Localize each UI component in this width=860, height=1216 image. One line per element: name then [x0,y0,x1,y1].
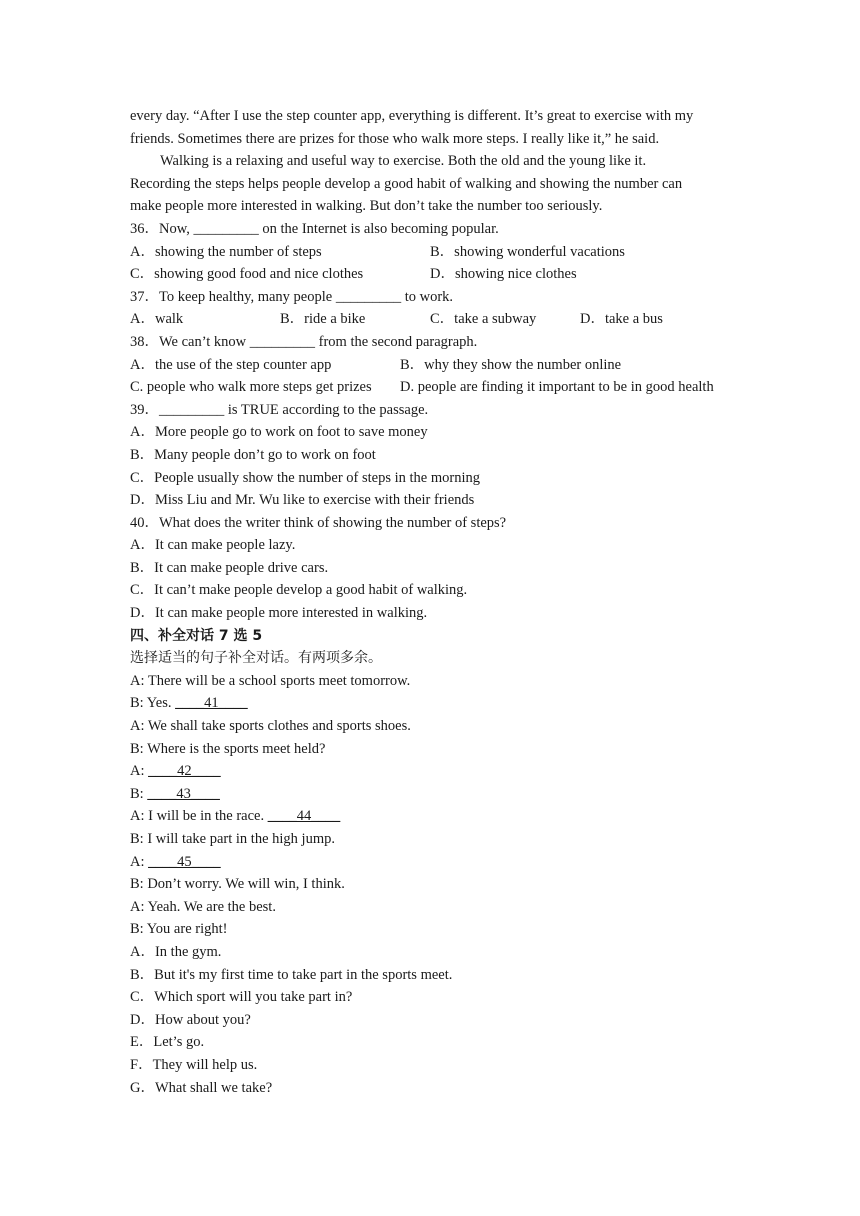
passage-line: make people more interested in walking. But don’t take the number too seriously. [130,198,603,215]
blank-42: ____42____ [148,763,221,780]
dialogue-line [130,851,750,874]
option-c: C．take a subway [430,311,537,328]
choice-c: C．Which sport will you take part in? [130,989,353,1006]
question-36-stem: 36．Now, _________ on the Internet is also becoming popular. [130,220,499,237]
question-37-stem: 37．To keep healthy, many people _________ to work. [130,288,454,305]
option-b: B．It can make people drive cars. [130,559,329,576]
dialogue-line: B: I will take part in the high jump. [130,831,335,847]
dialogue-speaker-text: A: [130,763,149,780]
option-c: C. people who walk more steps get prizes [130,379,372,396]
dialogue-line: A: There will be a school sports meet tomorrow. [130,672,411,689]
dialogue-line: A: Yeah. We are the best. [130,898,276,915]
dialogue-line: A: We shall take sports clothes and sports shoes. [130,718,411,735]
option-b: B．Many people don’t go to work on foot [130,446,376,463]
option-a: A．More people go to work on foot to save money [130,424,428,441]
question-39-stem: 39．_________ is TRUE according to the passage. [130,401,429,418]
question-38-options-row2 [130,376,750,399]
choice-f: F．They will help us. [130,1056,258,1073]
choice-d: D．How about you? [130,1011,251,1028]
dialogue-line [130,760,750,783]
option-d: D. people are finding it important to be in good health [400,379,714,396]
blank-43: ____43____ [147,785,220,802]
dialogue-line [130,805,750,828]
question-38-options-row1 [130,354,750,377]
dialogue-speaker-text: A: [130,853,149,870]
option-d: D．take a bus [580,311,663,328]
option-d: D．Miss Liu and Mr. Wu like to exercise with their friends [130,492,475,509]
dialogue-speaker-text: B: Yes. [130,695,176,712]
option-a: A．It can make people lazy. [130,537,296,554]
question-36-options-row2 [130,263,750,286]
passage-line: friends. Sometimes there are prizes for those who walk more steps. I really like it,” he said. [130,130,660,147]
question-37-options [130,308,750,331]
question-38-stem: 38．We can’t know _________ from the second paragraph. [130,333,478,350]
option-c: C．showing good food and nice clothes [130,266,364,283]
dialogue-line: B: Don’t worry. We will win, I think. [130,876,345,893]
section-heading: 四、补全对话 7 选 5 [130,627,263,644]
option-b: B．ride a bike [280,311,366,328]
question-40-stem: 40．What does the writer think of showing the number of steps? [130,514,507,531]
choice-a: A．In the gym. [130,943,222,960]
option-b: B．showing wonderful vacations [430,243,625,260]
option-d: D．showing nice clothes [430,266,577,283]
dialogue-line: B: You are right! [130,921,228,938]
blank-41: ____41____ [175,695,248,712]
section-instruction: 选择适当的句子补全对话。有两项多余。 [130,650,382,667]
option-a: A．showing the number of steps [130,243,322,260]
option-a: A．the use of the step counter app [130,356,332,373]
passage-line: every day. “After I use the step counter app, everything is different. It’s great to exercise with my [130,108,694,124]
dialogue-speaker-text: B: [130,785,148,802]
option-c: C．People usually show the number of steps in the morning [130,469,480,486]
option-c: C．It can’t make people develop a good habit of walking. [130,582,468,599]
passage-line: Walking is a relaxing and useful way to exercise. Both the old and the young like it. [160,153,647,170]
document-content [130,105,750,1099]
question-36-options-row1 [130,241,750,264]
choice-g: G．What shall we take? [130,1079,273,1096]
blank-44: ____44____ [267,808,341,825]
passage-line: Recording the steps helps people develop a good habit of walking and showing the number can [130,175,683,192]
blank-45: ____45____ [148,853,221,870]
dialogue-speaker-text: A: I will be in the race. [130,808,268,825]
dialogue-line: B: Where is the sports meet held? [130,740,326,757]
choice-b: B．But it's my first time to take part in the sports meet. [130,966,453,983]
option-b: B．why they show the number online [400,356,622,373]
dialogue-line [130,783,750,806]
dialogue-line [130,692,750,715]
option-a: A．walk [130,311,184,328]
choice-e: E．Let’s go. [130,1034,205,1051]
option-d: D．It can make people more interested in walking. [130,605,428,622]
